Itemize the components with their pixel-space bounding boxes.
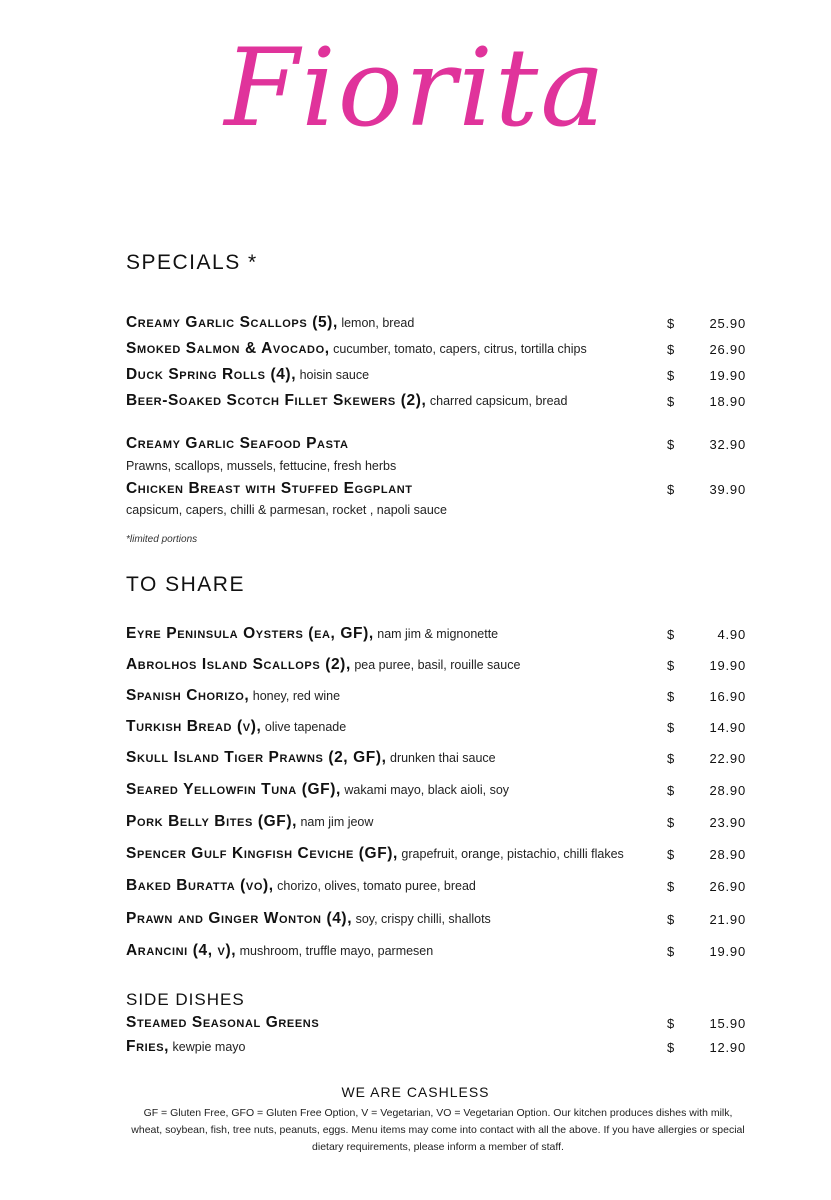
item-name: Creamy Garlic Seafood Pasta <box>126 435 349 452</box>
item-description: chorizo, olives, tomato puree, bread <box>273 879 476 893</box>
item-price: 19.90 <box>709 368 746 383</box>
item-description: nam jim & mignonette <box>373 627 499 641</box>
item-name: Prawn and Ginger Wonton (4), <box>126 910 353 927</box>
item-name: Creamy Garlic Scallops (5), <box>126 314 338 331</box>
currency-symbol: $ <box>667 342 675 357</box>
item-name: Seared Yellowfin Tuna (GF), <box>126 781 341 798</box>
item-description: kewpie mayo <box>169 1040 246 1054</box>
side-dishes-heading: SIDE DISHES <box>126 990 245 1009</box>
item-name: Duck Spring Rolls (4), <box>126 366 297 383</box>
currency-symbol: $ <box>667 437 675 452</box>
item-price: 28.90 <box>709 847 746 862</box>
fiorita-logo: Fiorita <box>224 26 607 151</box>
currency-symbol: $ <box>667 394 675 409</box>
item-description: pea puree, basil, rouille sauce <box>350 658 521 672</box>
menu-item <box>126 845 746 865</box>
menu-item <box>126 1014 746 1034</box>
item-name: Baked Buratta (vo), <box>126 877 274 894</box>
currency-symbol: $ <box>667 815 675 830</box>
menu-item <box>126 942 746 962</box>
item-description: olive tapenade <box>261 720 347 734</box>
item-name: Chicken Breast with Stuffed Eggplant <box>126 480 413 497</box>
item-name: Eyre Peninsula Oysters (ea, GF), <box>126 625 374 642</box>
currency-symbol: $ <box>667 1016 675 1031</box>
menu-item <box>126 910 746 930</box>
currency-symbol: $ <box>667 751 675 766</box>
item-name: Skull Island Tiger Prawns (2, GF), <box>126 749 387 766</box>
item-price: 26.90 <box>709 879 746 894</box>
item-price: 22.90 <box>709 751 746 766</box>
currency-symbol: $ <box>667 482 675 497</box>
currency-symbol: $ <box>667 689 675 704</box>
currency-symbol: $ <box>667 658 675 673</box>
item-price: 19.90 <box>709 658 746 673</box>
item-name: Smoked Salmon & Avocado, <box>126 340 330 357</box>
menu-item <box>126 435 746 455</box>
menu-item <box>126 877 746 897</box>
currency-symbol: $ <box>667 912 675 927</box>
item-price: 32.90 <box>709 437 746 452</box>
item-description: lemon, bread <box>337 316 415 330</box>
menu-item <box>126 340 746 360</box>
currency-symbol: $ <box>667 720 675 735</box>
item-price: 4.90 <box>717 627 746 642</box>
menu-item <box>126 781 746 801</box>
allergy-notice: GF = Gluten Free, GFO = Gluten Free Option, V = Vegetarian, VO = Vegetarian Option. Our kitchen produces dishes with milk, wheat, soybean, fish, tree nuts, peanuts, eggs. Menu items may come into contact with all the above. If you have allergies or special dietary requirements, please inform a member of staff. <box>131 1107 745 1153</box>
item-description: drunken thai sauce <box>386 751 496 765</box>
cashless-notice: WE ARE CASHLESS <box>341 1084 490 1100</box>
item-description: charred capsicum, bread <box>426 394 568 408</box>
to-share-heading: TO SHARE <box>126 573 245 596</box>
item-name: Arancini (4, v), <box>126 942 237 959</box>
item-name: Beer-Soaked Scotch Fillet Skewers (2), <box>126 392 427 409</box>
currency-symbol: $ <box>667 627 675 642</box>
item-price: 21.90 <box>709 912 746 927</box>
specials-heading: SPECIALS * <box>126 251 258 274</box>
item-price: 18.90 <box>709 394 746 409</box>
menu-item <box>126 480 746 500</box>
menu-item <box>126 366 746 386</box>
limited-portions-note: *limited portions <box>126 534 198 545</box>
menu-item <box>126 1038 746 1058</box>
item-name: Steamed Seasonal Greens <box>126 1014 320 1031</box>
currency-symbol: $ <box>667 368 675 383</box>
menu-item <box>126 314 746 334</box>
item-name: Pork Belly Bites (GF), <box>126 813 297 830</box>
menu-item <box>126 656 746 676</box>
item-price: 28.90 <box>709 783 746 798</box>
item-description: soy, crispy chilli, shallots <box>352 912 491 926</box>
item-name: Spencer Gulf Kingfish Ceviche (GF), <box>126 845 398 862</box>
currency-symbol: $ <box>667 316 675 331</box>
item-subline: Prawns, scallops, mussels, fettucine, fresh herbs <box>126 459 397 473</box>
currency-symbol: $ <box>667 944 675 959</box>
menu-item <box>126 749 746 769</box>
item-subline: capsicum, capers, chilli & parmesan, rocket , napoli sauce <box>126 503 447 517</box>
item-name: Turkish Bread (v), <box>126 718 262 735</box>
item-description: wakami mayo, black aioli, soy <box>340 783 510 797</box>
item-price: 16.90 <box>709 689 746 704</box>
currency-symbol: $ <box>667 879 675 894</box>
item-description: hoisin sauce <box>296 368 370 382</box>
item-description: honey, red wine <box>249 689 341 703</box>
item-price: 15.90 <box>709 1016 746 1031</box>
currency-symbol: $ <box>667 783 675 798</box>
menu-item <box>126 392 746 412</box>
item-name: Spanish Chorizo, <box>126 687 250 704</box>
item-price: 25.90 <box>709 316 746 331</box>
item-name: Abrolhos Island Scallops (2), <box>126 656 351 673</box>
item-price: 26.90 <box>709 342 746 357</box>
currency-symbol: $ <box>667 847 675 862</box>
item-price: 39.90 <box>709 482 746 497</box>
menu-item <box>126 625 746 645</box>
item-price: 12.90 <box>709 1040 746 1055</box>
item-description: grapefruit, orange, pistachio, chilli flakes <box>397 847 624 861</box>
item-price: 19.90 <box>709 944 746 959</box>
item-price: 14.90 <box>709 720 746 735</box>
item-description: mushroom, truffle mayo, parmesen <box>236 944 434 958</box>
currency-symbol: $ <box>667 1040 675 1055</box>
menu-item <box>126 813 746 833</box>
item-description: cucumber, tomato, capers, citrus, tortilla chips <box>329 342 587 356</box>
item-description: nam jim jeow <box>297 815 374 829</box>
menu-item <box>126 718 746 738</box>
item-name: Fries, <box>126 1038 170 1055</box>
menu-item <box>126 687 746 707</box>
item-price: 23.90 <box>709 815 746 830</box>
